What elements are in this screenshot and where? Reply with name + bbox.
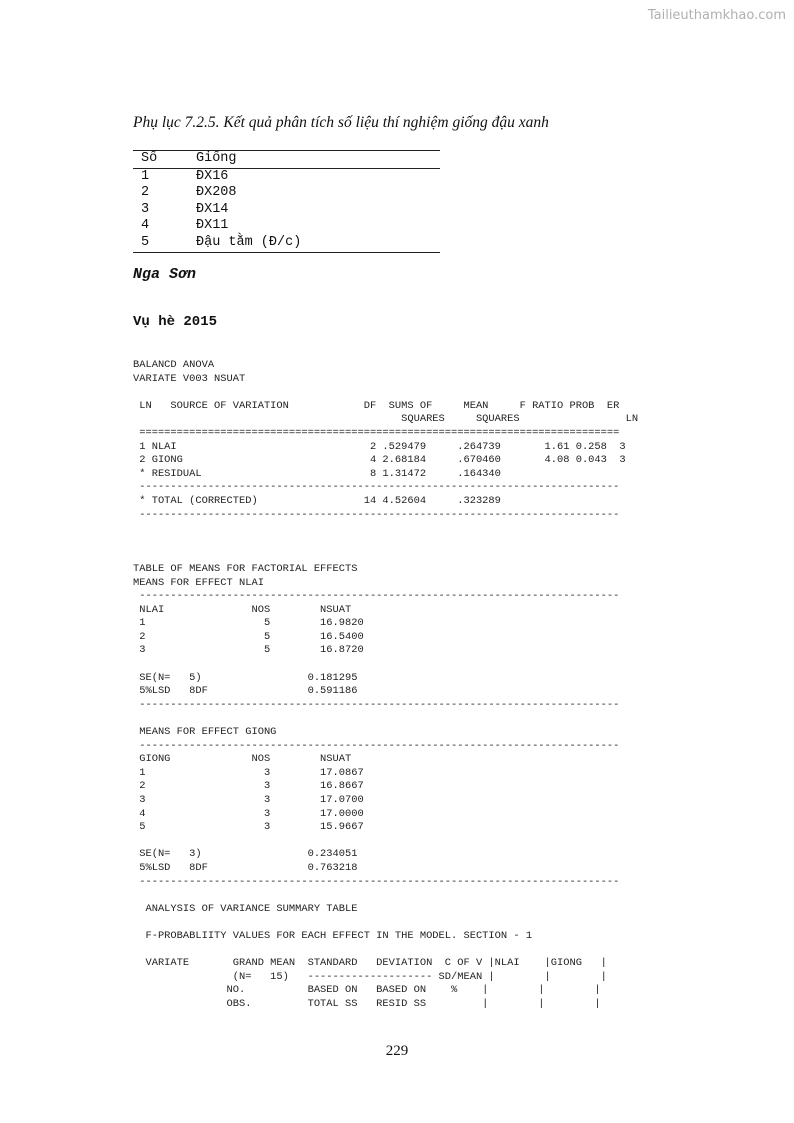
season-heading: Vụ hè 2015 [133,314,218,330]
printout-line: ----------------------------------------------------------------------------- [133,698,620,711]
anova-printout [133,359,638,1012]
location-heading: Nga Sơn [133,266,197,283]
variety-table [133,150,440,253]
printout-line: VARIATE V003 NSUAT [133,372,246,385]
printout-line: VARIATE GRAND MEAN STANDARD DEVIATION C OF V |NLAI |GIONG | [133,957,607,970]
printout-line [133,889,638,903]
row-number: 5 [141,234,150,250]
appendix-caption: Phụ lục 7.2.5. Kết quả phân tích số liệu thí nghiệm giống đậu xanh [133,114,549,131]
printout-line: ----------------------------------------------------------------------------- [133,508,620,521]
row-variety: ĐX208 [196,185,237,201]
printout-line: SE(N= 3) 0.234051 [133,848,358,861]
printout-line [133,835,638,849]
printout-line: ----------------------------------------------------------------------------- [133,590,620,603]
printout-line: 1 5 16.9820 [133,617,364,630]
page-number: 229 [385,1043,409,1059]
printout-line: SE(N= 5) 0.181295 [133,671,358,684]
printout-line: 1 3 17.0867 [133,766,364,779]
printout-line [133,386,638,400]
row-number: 2 [141,185,150,201]
row-number: 1 [141,168,150,184]
table-row [133,185,440,202]
printout-line: 2 5 16.5400 [133,630,364,643]
row-variety: Đậu tằm (Đ/c) [196,234,302,250]
printout-line: ----------------------------------------------------------------------------- [133,481,620,494]
printout-line [133,522,638,536]
printout-line: 5 3 15.9667 [133,821,364,834]
printout-line: 3 3 17.0700 [133,794,364,806]
printout-line: LN SOURCE OF VARIATION DF SUMS OF MEAN F RATIO PROB ER [133,399,620,412]
printout-line [133,944,638,958]
printout-line: GIONG NOS NSUAT [133,753,352,766]
printout-line: 2 GIONG 4 2.68184 .670460 4.08 0.043 3 [133,454,626,467]
printout-line: 5%LSD 8DF 0.591186 [133,685,358,698]
printout-line: 2 3 16.8667 [133,780,364,793]
printout-line: 3 5 16.8720 [133,644,364,657]
row-variety: ĐX14 [196,201,229,217]
row-variety: ĐX11 [196,218,229,234]
printout-line: 4 3 17.0000 [133,807,364,820]
printout-line: F-PROBABLIITY VALUES FOR EACH EFFECT IN THE MODEL. SECTION - 1 [133,929,533,942]
printout-line: MEANS FOR EFFECT GIONG [133,726,277,739]
variety-table-header [133,151,440,169]
printout-line: ----------------------------------------------------------------------------- [133,739,620,752]
printout-line [133,536,638,550]
watermark: Tailieuthamkhao.com [647,8,786,23]
printout-line [133,916,638,930]
printout-line: NO. BASED ON BASED ON % | | | [133,984,601,997]
printout-line: 1 NLAI 2 .529479 .264739 1.61 0.258 3 [133,440,626,453]
table-row [133,168,440,185]
printout-line: OBS. TOTAL SS RESID SS | | | [133,997,601,1010]
printout-line: 5%LSD 8DF 0.763218 [133,861,358,874]
printout-line [133,712,638,726]
printout-line [133,658,638,672]
header-variety: Giống [196,151,237,166]
printout-line: * RESIDUAL 8 1.31472 .164340 [133,467,501,480]
printout-line: SQUARES SQUARES LN [133,413,639,426]
header-number: Số [141,151,158,166]
printout-line: MEANS FOR EFFECT NLAI [133,576,264,589]
printout-line: NLAI NOS NSUAT [133,603,352,616]
printout-line: ----------------------------------------------------------------------------- [133,875,620,888]
row-number: 3 [141,201,150,217]
table-row [133,235,440,252]
row-variety: ĐX16 [196,168,229,184]
row-number: 4 [141,218,150,234]
table-row [133,218,440,235]
printout-line: (N= 15) -------------------- SD/MEAN | | | [133,970,607,983]
printout-line: ============================================================================= [133,426,620,439]
printout-line: TABLE OF MEANS FOR FACTORIAL EFFECTS [133,562,358,575]
printout-line: BALANCD ANOVA [133,359,215,371]
printout-line: * TOTAL (CORRECTED) 14 4.52604 .323289 [133,494,501,507]
printout-line: ANALYSIS OF VARIANCE SUMMARY TABLE [133,902,358,915]
table-row [133,202,440,219]
printout-line [133,549,638,563]
